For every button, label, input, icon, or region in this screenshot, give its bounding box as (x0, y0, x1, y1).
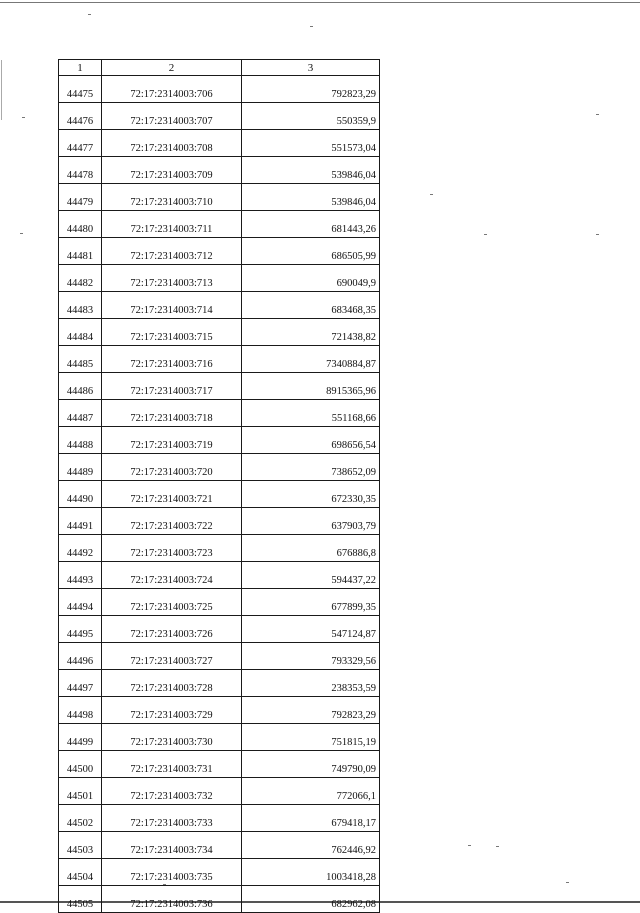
row-number: 44483 (59, 292, 102, 319)
table-row (59, 751, 380, 778)
row-number: 44477 (59, 130, 102, 157)
row-number: 44490 (59, 481, 102, 508)
table-row (59, 265, 380, 292)
cadastral-value: 772066,1 (242, 778, 380, 805)
scan-speck (484, 234, 487, 235)
cadastral-number: 72:17:2314003:719 (102, 427, 242, 454)
cadastral-number: 72:17:2314003:735 (102, 859, 242, 886)
table-row (59, 589, 380, 616)
cadastral-value: 762446,92 (242, 832, 380, 859)
table-row (59, 76, 380, 103)
cadastral-value: 676886,8 (242, 535, 380, 562)
table-row (59, 103, 380, 130)
table-row (59, 805, 380, 832)
cadastral-value: 539846,04 (242, 184, 380, 211)
cadastral-number: 72:17:2314003:710 (102, 184, 242, 211)
cadastral-number: 72:17:2314003:708 (102, 130, 242, 157)
row-number: 44478 (59, 157, 102, 184)
row-number: 44494 (59, 589, 102, 616)
scan-speck (88, 14, 91, 15)
cadastral-value: 550359,9 (242, 103, 380, 130)
cadastral-number: 72:17:2314003:716 (102, 346, 242, 373)
column-header-3: 3 (242, 60, 380, 76)
table-row (59, 454, 380, 481)
row-number: 44481 (59, 238, 102, 265)
cadastral-value: 677899,35 (242, 589, 380, 616)
page-left-edge (1, 60, 2, 120)
table-header-row (59, 60, 380, 76)
row-number: 44475 (59, 76, 102, 103)
cadastral-value: 751815,19 (242, 724, 380, 751)
scan-speck (310, 26, 313, 27)
cadastral-value: 679418,17 (242, 805, 380, 832)
cadastral-number: 72:17:2314003:715 (102, 319, 242, 346)
row-number: 44496 (59, 643, 102, 670)
cadastral-number: 72:17:2314003:720 (102, 454, 242, 481)
cadastral-number: 72:17:2314003:714 (102, 292, 242, 319)
cadastral-value: 7340884,87 (242, 346, 380, 373)
table-row (59, 886, 380, 913)
row-number: 44485 (59, 346, 102, 373)
cadastral-number: 72:17:2314003:733 (102, 805, 242, 832)
cadastral-value: 551573,04 (242, 130, 380, 157)
cadastral-value: 698656,54 (242, 427, 380, 454)
scan-speck (496, 846, 499, 847)
table-row (59, 481, 380, 508)
cadastral-number: 72:17:2314003:713 (102, 265, 242, 292)
cadastral-value: 738652,09 (242, 454, 380, 481)
cadastral-number: 72:17:2314003:706 (102, 76, 242, 103)
row-number: 44492 (59, 535, 102, 562)
scan-speck (596, 114, 599, 115)
row-number: 44503 (59, 832, 102, 859)
row-number: 44495 (59, 616, 102, 643)
table-row (59, 535, 380, 562)
row-number: 44489 (59, 454, 102, 481)
table-row (59, 508, 380, 535)
cadastral-value: 547124,87 (242, 616, 380, 643)
cadastral-number: 72:17:2314003:729 (102, 697, 242, 724)
cadastral-value: 686505,99 (242, 238, 380, 265)
cadastral-number: 72:17:2314003:721 (102, 481, 242, 508)
cadastral-value: 792823,29 (242, 76, 380, 103)
table-row (59, 346, 380, 373)
row-number: 44499 (59, 724, 102, 751)
cadastral-number: 72:17:2314003:717 (102, 373, 242, 400)
table-body (59, 76, 380, 913)
table-row (59, 157, 380, 184)
table-row (59, 832, 380, 859)
cadastral-value: 683468,35 (242, 292, 380, 319)
row-number: 44479 (59, 184, 102, 211)
row-number: 44497 (59, 670, 102, 697)
cadastral-value: 238353,59 (242, 670, 380, 697)
row-number: 44493 (59, 562, 102, 589)
cadastral-value: 792823,29 (242, 697, 380, 724)
row-number: 44505 (59, 886, 102, 913)
table-row (59, 859, 380, 886)
table-row (59, 211, 380, 238)
table-row (59, 643, 380, 670)
table-row (59, 130, 380, 157)
cadastral-value: 594437,22 (242, 562, 380, 589)
table-row (59, 562, 380, 589)
cadastral-number: 72:17:2314003:712 (102, 238, 242, 265)
cadastral-value-table (58, 59, 380, 913)
table-row (59, 427, 380, 454)
scan-speck (20, 233, 23, 234)
cadastral-number: 72:17:2314003:728 (102, 670, 242, 697)
scan-speck (596, 234, 599, 235)
row-number: 44484 (59, 319, 102, 346)
cadastral-value: 637903,79 (242, 508, 380, 535)
cadastral-number: 72:17:2314003:736 (102, 886, 242, 913)
cadastral-number: 72:17:2314003:707 (102, 103, 242, 130)
cadastral-number: 72:17:2314003:718 (102, 400, 242, 427)
cadastral-number: 72:17:2314003:722 (102, 508, 242, 535)
cadastral-number: 72:17:2314003:727 (102, 643, 242, 670)
table-row (59, 184, 380, 211)
column-header-2: 2 (102, 60, 242, 76)
scan-speck (22, 117, 25, 118)
row-number: 44482 (59, 265, 102, 292)
table-row (59, 373, 380, 400)
cadastral-number: 72:17:2314003:726 (102, 616, 242, 643)
table-row (59, 292, 380, 319)
cadastral-number: 72:17:2314003:734 (102, 832, 242, 859)
cadastral-number: 72:17:2314003:732 (102, 778, 242, 805)
cadastral-value: 672330,35 (242, 481, 380, 508)
table-row (59, 724, 380, 751)
row-number: 44486 (59, 373, 102, 400)
row-number: 44476 (59, 103, 102, 130)
column-header-1: 1 (59, 60, 102, 76)
cadastral-value: 8915365,96 (242, 373, 380, 400)
cadastral-value: 551168,66 (242, 400, 380, 427)
cadastral-value: 539846,04 (242, 157, 380, 184)
cadastral-value: 1003418,28 (242, 859, 380, 886)
scan-speck (566, 882, 569, 883)
cadastral-value: 793329,56 (242, 643, 380, 670)
cadastral-number: 72:17:2314003:723 (102, 535, 242, 562)
cadastral-number: 72:17:2314003:711 (102, 211, 242, 238)
table-row (59, 670, 380, 697)
table-row (59, 778, 380, 805)
cadastral-number: 72:17:2314003:731 (102, 751, 242, 778)
scan-speck (430, 194, 433, 195)
table-row (59, 238, 380, 265)
row-number: 44498 (59, 697, 102, 724)
row-number: 44502 (59, 805, 102, 832)
row-number: 44480 (59, 211, 102, 238)
table-row (59, 616, 380, 643)
row-number: 44504 (59, 859, 102, 886)
cadastral-value: 749790,09 (242, 751, 380, 778)
row-number: 44491 (59, 508, 102, 535)
table-row (59, 697, 380, 724)
row-number: 44487 (59, 400, 102, 427)
table-row (59, 319, 380, 346)
page-top-edge (0, 2, 640, 3)
row-number: 44488 (59, 427, 102, 454)
cadastral-value: 721438,82 (242, 319, 380, 346)
cadastral-number: 72:17:2314003:709 (102, 157, 242, 184)
cadastral-value: 690049,9 (242, 265, 380, 292)
cadastral-number: 72:17:2314003:730 (102, 724, 242, 751)
row-number: 44501 (59, 778, 102, 805)
table-row (59, 400, 380, 427)
cadastral-number: 72:17:2314003:724 (102, 562, 242, 589)
row-number: 44500 (59, 751, 102, 778)
cadastral-value: 682962,08 (242, 886, 380, 913)
cadastral-number: 72:17:2314003:725 (102, 589, 242, 616)
cadastral-value: 681443,26 (242, 211, 380, 238)
scan-speck (468, 845, 471, 846)
